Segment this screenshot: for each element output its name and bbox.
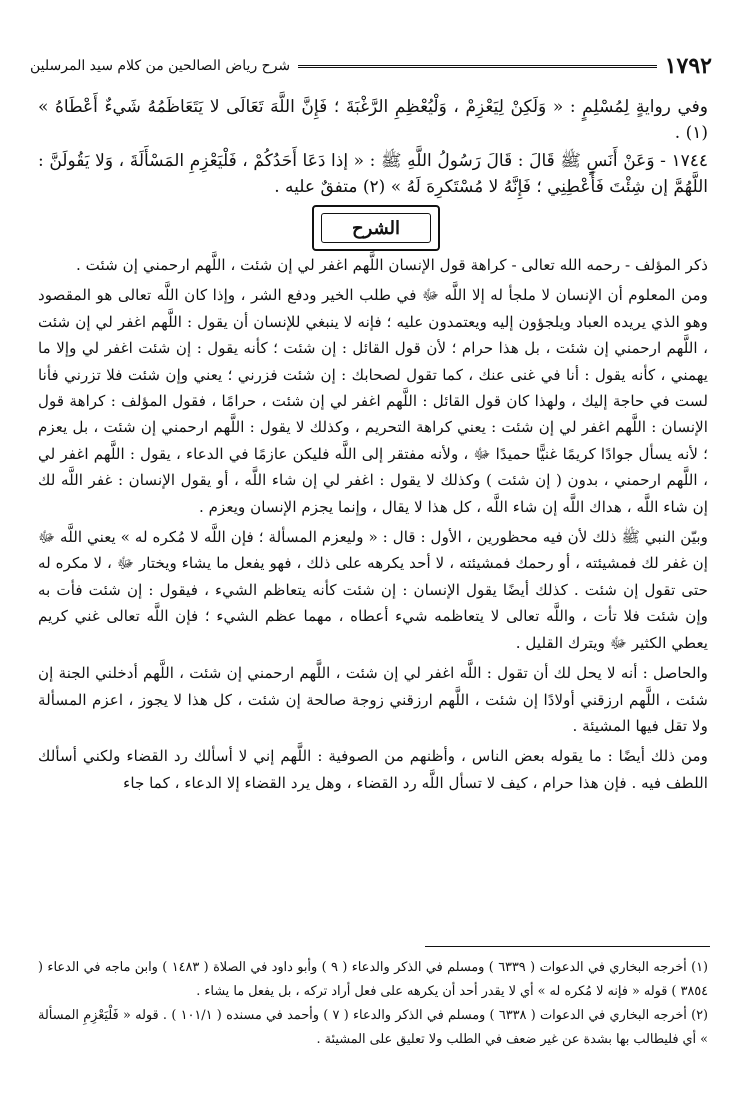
section-heading: الشرح	[321, 213, 431, 243]
footnotes	[38, 956, 708, 1052]
hadith-text	[38, 94, 708, 202]
paragraph: ومن المعلوم أن الإنسان لا ملجأ له إلا اللَّه ﷻ في طلب الخير ودفع الشر ، وإذا كان اللَّه تعالى هو المقصود وهو الذي يريده العباد ويلجؤون إليه ويعتمدون عليه ؛ فإنه لا ينبغي للإنسان أن يقول : اللَّهم اغفر لي إن شئت ، اللَّهم ارحمني إن شئت ، بل هذا حرام ؛ لأن قول القائل : إن شئت ؛ كأنه يقول : إن شئت اغفر لي وإلا ما يهمني ، كأنه يقول : أنا في غنى عنك ، كما تقول لصحابك : إن شئت فزرني ؛ يعني وإن شئت فلا تزرني فأنا لست في حاجة إليك ، ولهذا كان قول القائل : اللَّهم اغفر لي إن شئت ، حرامًا ، فقول المؤلف : كراهة قول الإنسان : اللَّهم اغفر لي إن شئت : يعني كراهة التحريم ، وكذلك لا يقول : اللَّهم ارحمني إن شئت ، بل يعزم ؛ لأنه يسأل جوادًا كريمًا غنيًّا حميدًا ﷻ ، ولأنه مفتقر إلى اللَّه فليكن عازمًا في الدعاء ، يقول : اللَّهم اغفر لي ، اللَّهم ارحمني ، بدون ( إن شئت ) وكذلك لا يقول : اغفر لي إن شاء اللَّه ، أو يقول الإنسان : غفر اللَّه لك إن شاء اللَّه ، هداك اللَّه إن شاء اللَّه ، كل هذا لا يقال ، وإنما يجزم الإنسان ويعزم .	[38, 286, 708, 516]
paragraph: ذكر المؤلف - رحمه الله تعالى - كراهة قول الإنسان اللَّهم اغفر لي إن شئت ، اللَّهم ارحمني إن شئت .	[75, 256, 708, 274]
footnote: (١) أخرجه البخاري في الدعوات ( ٦٣٣٩ ) ومسلم في الذكر والدعاء ( ٩ ) وأبو داود في الصلاة ( ١٤٨٣ ) وابن ماجه في الدعاء ( ٣٨٥٤ ) قوله « فإنه لا مُكره له » أي لا يقدر أحد أن يكرهه على فعل أراد تركه ، بل يفعل ما يشاء .	[38, 960, 708, 999]
section-heading-frame	[312, 205, 440, 251]
hadith-line: وفي روايةٍ لِمُسْلِمٍ : « وَلَكِنْ لِيَعْزِمْ ، وَلْيُعْظِمِ الرَّغْبَةَ ؛ فَإِنَّ اللَّهَ تَعَالَى لا يَتَعَاظَمُهُ شَيءٌ أَعْطَاهُ » (١) .	[38, 97, 708, 143]
hadith-line: ١٧٤٤ - وَعَنْ أَنَسٍ ﷺ قَالَ : قَالَ رَسُولُ اللَّهِ ﷺ : « إذا دَعَا أَحَدُكُمْ ، فَلْيَعْزِمِ المَسْأَلَةَ ، وَلا يَقُولَنَّ : اللَّهُمَّ إن شِئْتَ فَأَعْطِنِي ؛ فَإِنَّهُ لا مُسْتَكرِهَ لَهُ » (٢) متفقٌ عليه .	[38, 151, 708, 197]
footnote-divider	[425, 946, 710, 947]
page-number: ١٧٩٢	[664, 53, 712, 79]
paragraph: ومن ذلك أيضًا : ما يقوله بعض الناس ، وأظنهم من الصوفية : اللَّهم إني لا أسألك رد القضاء ولكني أسألك اللطف فيه . فإن هذا حرام ، كيف لا تسأل اللَّه رد القضاء ، وهل يرد القضاء إلا الدعاء ، كما جاء	[38, 747, 708, 792]
commentary-body	[38, 252, 708, 800]
paragraph: وبيّن النبي ﷺ ذلك لأن فيه محظورين ، الأول : قال : « وليعزم المسألة ؛ فإن اللَّه لا مُكره له » يعني اللَّه ﷻ إن غفر لك فمشيئته ، أو رحمك فمشيئته ، لا أحد يكرهه على ذلك ، فهو يفعل ما يشاء ويختار ﷻ ، لا مكره له حتى تقول إن شئت . كذلك أيضًا يقول الإنسان : إن شئت كأنه يتعاظم الشيء ، فيقول : إن شئت فأت به وإن شئت فلا تأت ، واللَّه تعالى لا يتعاظمه شيء أعطاه ، مهما عظم الشيء ؛ فإن اللَّه تعالى غني كريم يعطي الكثير ﷻ ويترك القليل .	[38, 528, 708, 652]
footnote: (٢) أخرجه البخاري في الدعوات ( ٦٣٣٨ ) ومسلم في الذكر والدعاء ( ٧ ) وأحمد في مسنده ( ١٠١/١ ) . قوله « فَلْيَعْزِمِ المسألة » أي فليطالب بها بشدة عن غير ضعف في الطلب ولا تعليق على المشيئة .	[38, 1008, 708, 1047]
paragraph: والحاصل : أنه لا يحل لك أن تقول : اللَّه اغفر لي إن شئت ، اللَّهم ارحمني إن شئت ، اللَّهم أدخلني الجنة إن شئت ، اللَّهم ارزقني أولادًا إن شئت ، اللَّهم ارزقني زوجة صالحة إن شئت ، كل هذا لا يجوز ، اعزم المسألة ولا تقل فيها المشيئة .	[38, 664, 708, 735]
page-header	[30, 50, 712, 82]
header-rule	[298, 65, 657, 68]
running-title: شرح رياض الصالحين من كلام سيد المرسلين	[30, 58, 291, 74]
